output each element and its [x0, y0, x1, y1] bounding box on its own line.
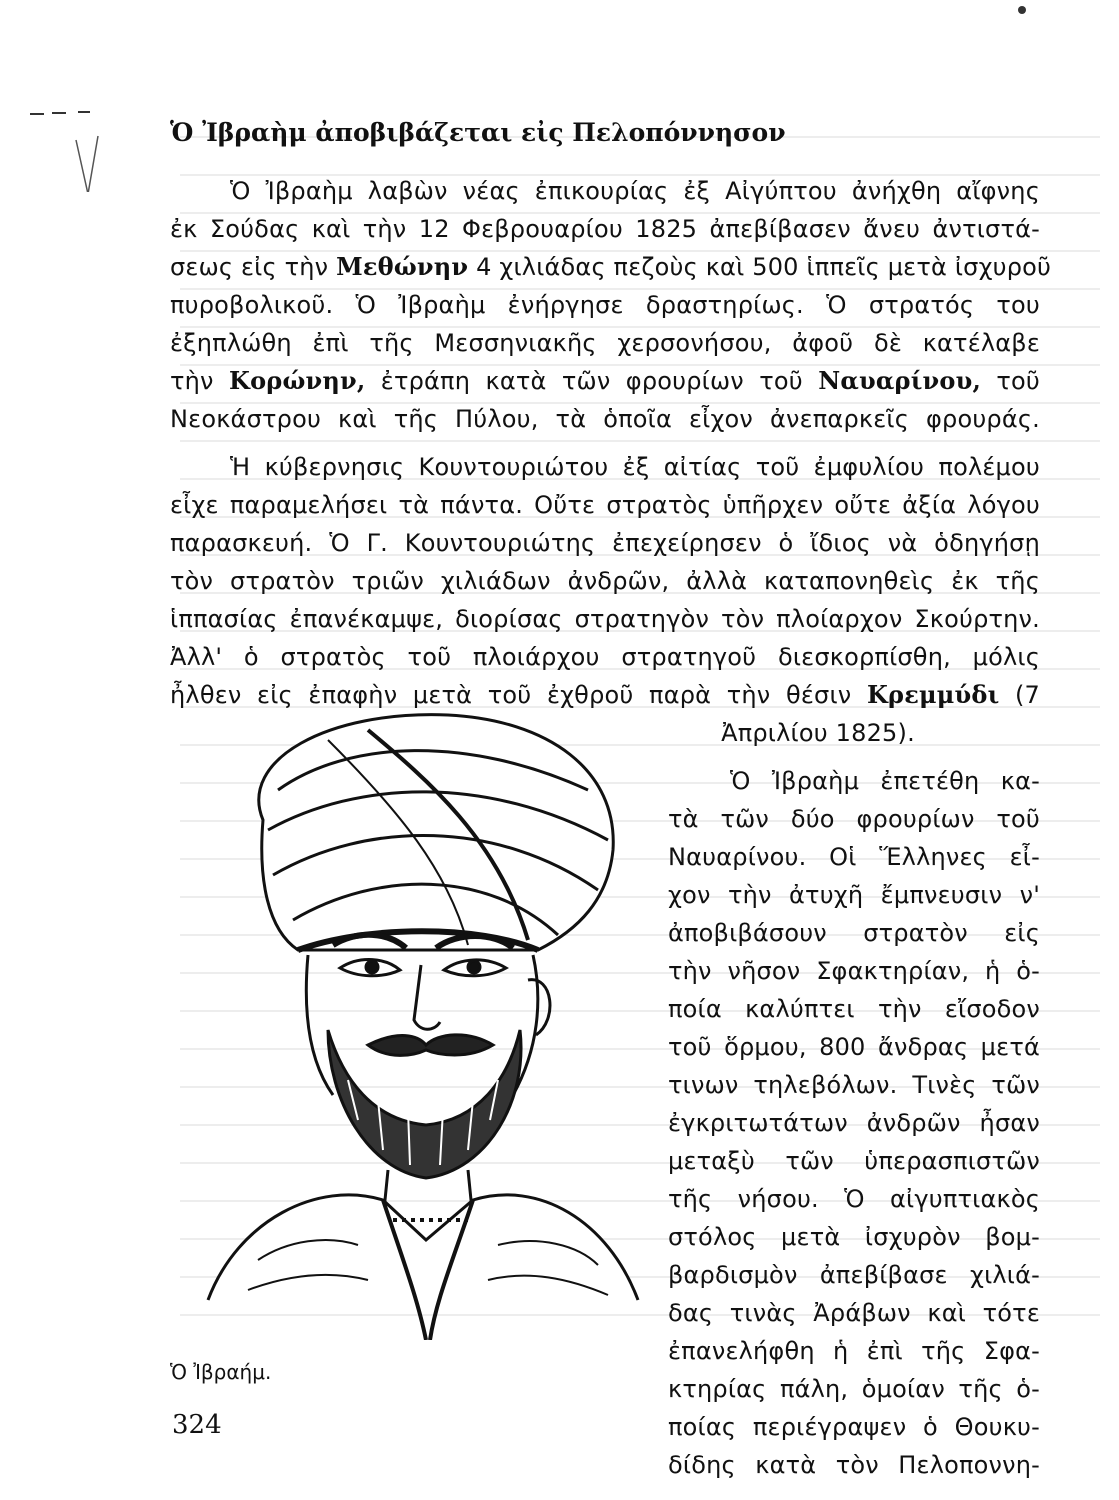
p3-line-9: τινων τηλεβόλων. Τινὲς τῶν [668, 1071, 1040, 1099]
p3-line-10: ἐγκριτωτάτων ἀνδρῶν ἦσαν [668, 1109, 1040, 1137]
p3-line-1: Ὁ Ἰβραὴμ ἐπετέθη κα- [730, 767, 1040, 795]
p3-line-13: στόλος μετὰ ἰσχυρὸν βομ- [668, 1223, 1040, 1251]
p3-line-12: τῆς νήσου. Ὁ αἰγυπτιακὸς [668, 1185, 1040, 1213]
p1-line-6: τὴν Κορώνην, ἐτράπη κατὰ τῶν φρουρίων τοῦ Ναυαρίνου, τοῦ [170, 366, 1040, 395]
p3-line-4: χον τὴν ἀτυχῆ ἔμπνευσιν ν' [668, 881, 1040, 909]
section-heading: Ὁ Ἰβραὴμ ἀποβιβάζεται εἰς Πελοπόννησον [170, 118, 786, 147]
ink-speck [1018, 6, 1026, 14]
p1-line-2: ἐκ Σούδας καὶ τὴν 12 Φεβρουαρίου 1825 ἀπεβίβασεν ἄνευ ἀντιστά- [170, 215, 1040, 243]
p3-line-2: τὰ τῶν δύο φρουρίων τοῦ [668, 805, 1040, 833]
p3-line-15: δας τινὰς Ἀράβων καὶ τότε [668, 1299, 1040, 1327]
p3-line-16: ἐπανελήφθη ἡ ἐπὶ τῆς Σφα- [668, 1337, 1040, 1365]
p2-line-3: παρασκευή. Ὁ Γ. Κουντουριώτης ἐπεχείρησεν ὁ ἴδιος νὰ ὁδηγήσῃ [170, 529, 1040, 557]
place-kremmydi: Κρεμμύδι [866, 680, 1000, 709]
p1-line-1: Ὁ Ἰβραὴμ λαβὼν νέας ἐπικουρίας ἐξ Αἰγύπτου ἀνήχθη αἴφνης [230, 177, 1040, 205]
ibrahim-portrait [168, 700, 668, 1340]
p3-line-11: μεταξὺ τῶν ὑπερασπιστῶν [668, 1147, 1040, 1175]
p3-line-8: τοῦ ὅρμου, 800 ἄνδρας μετά [668, 1033, 1040, 1061]
p1-line-5: ἐξηπλώθη ἐπὶ τῆς Μεσσηνιακῆς χερσονήσου, ἀφοῦ δὲ κατέλαβε [170, 329, 1040, 357]
p3-line-18: ποίας περιέγραψεν ὁ Θουκυ- [668, 1413, 1040, 1441]
place-koroni: Κορώνην, [229, 366, 366, 395]
p3-line-7: ποία καλύπτει τὴν εἴσοδον [668, 995, 1040, 1023]
page-number: 324 [172, 1410, 222, 1440]
p3-line-14: βαρδισμὸν ἀπεβίβασε χιλιά- [668, 1261, 1040, 1289]
p2-line-4: τὸν στρατὸν τριῶν χιλιάδων ἀνδρῶν, ἀλλὰ καταπονηθεὶς ἐκ τῆς [170, 567, 1040, 595]
place-navarino: Ναυαρίνου, [818, 366, 982, 395]
p3-line-5: ἀποβιβάσουν στρατὸν εἰς [668, 919, 1040, 947]
p2-line-7: ἦλθεν εἰς ἐπαφὴν μετὰ τοῦ ἐχθροῦ παρὰ τὴν θέσιν Κρεμμύδι (7 [170, 680, 1040, 709]
p2-line-8: Ἀπριλίου 1825). [721, 719, 915, 747]
p3-line-3: Ναυαρίνου. Οἱ Ἕλληνες εἶ- [668, 843, 1040, 871]
p2-line-6: Ἀλλ' ὁ στρατὸς τοῦ πλοιάρχου στρατηγοῦ διεσκορπίσθη, μόλις [170, 643, 1040, 671]
p3-line-6: τὴν νῆσον Σφακτηρίαν, ἡ ὁ- [668, 957, 1040, 985]
p2-line-1: Ἡ κύβερνησις Κουντουριώτου ἐξ αἰτίας τοῦ ἐμφυλίου πολέμου [230, 453, 1040, 481]
place-methoni: Μεθώνην [336, 252, 469, 281]
p3-line-19: δίδης κατὰ τὸν Πελοποννη- [668, 1451, 1040, 1479]
p2-line-2: εἶχε παραμελήσει τὰ πάντα. Οὔτε στρατὸς ὑπῆρχεν οὔτε ἀξία λόγου [170, 491, 1040, 519]
p1-line-4: πυροβολικοῦ. Ὁ Ἰβραὴμ ἐνήργησε δραστηρίως. Ὁ στρατός του [170, 291, 1040, 319]
portrait-caption: Ὁ Ἰβραήμ. [170, 1360, 272, 1384]
p1-line-3: σεως εἰς τὴν Μεθώνην 4 χιλιάδας πεζοὺς καὶ 500 ἱππεῖς μετὰ ἰσχυροῦ [170, 252, 1052, 281]
p3-line-17: κτηρίας πάλη, ὁμοίαν τῆς ὁ- [668, 1375, 1040, 1403]
p2-line-5: ἱππασίας ἐπανέκαμψε, διορίσας στρατηγὸν τὸν πλοίαρχον Σκούρτην. [170, 605, 1040, 633]
pen-mark [30, 92, 100, 192]
p1-line-7: Νεοκάστρου καὶ τῆς Πύλου, τὰ ὁποῖα εἶχον ἀνεπαρκεῖς φρουράς. [170, 405, 1040, 433]
